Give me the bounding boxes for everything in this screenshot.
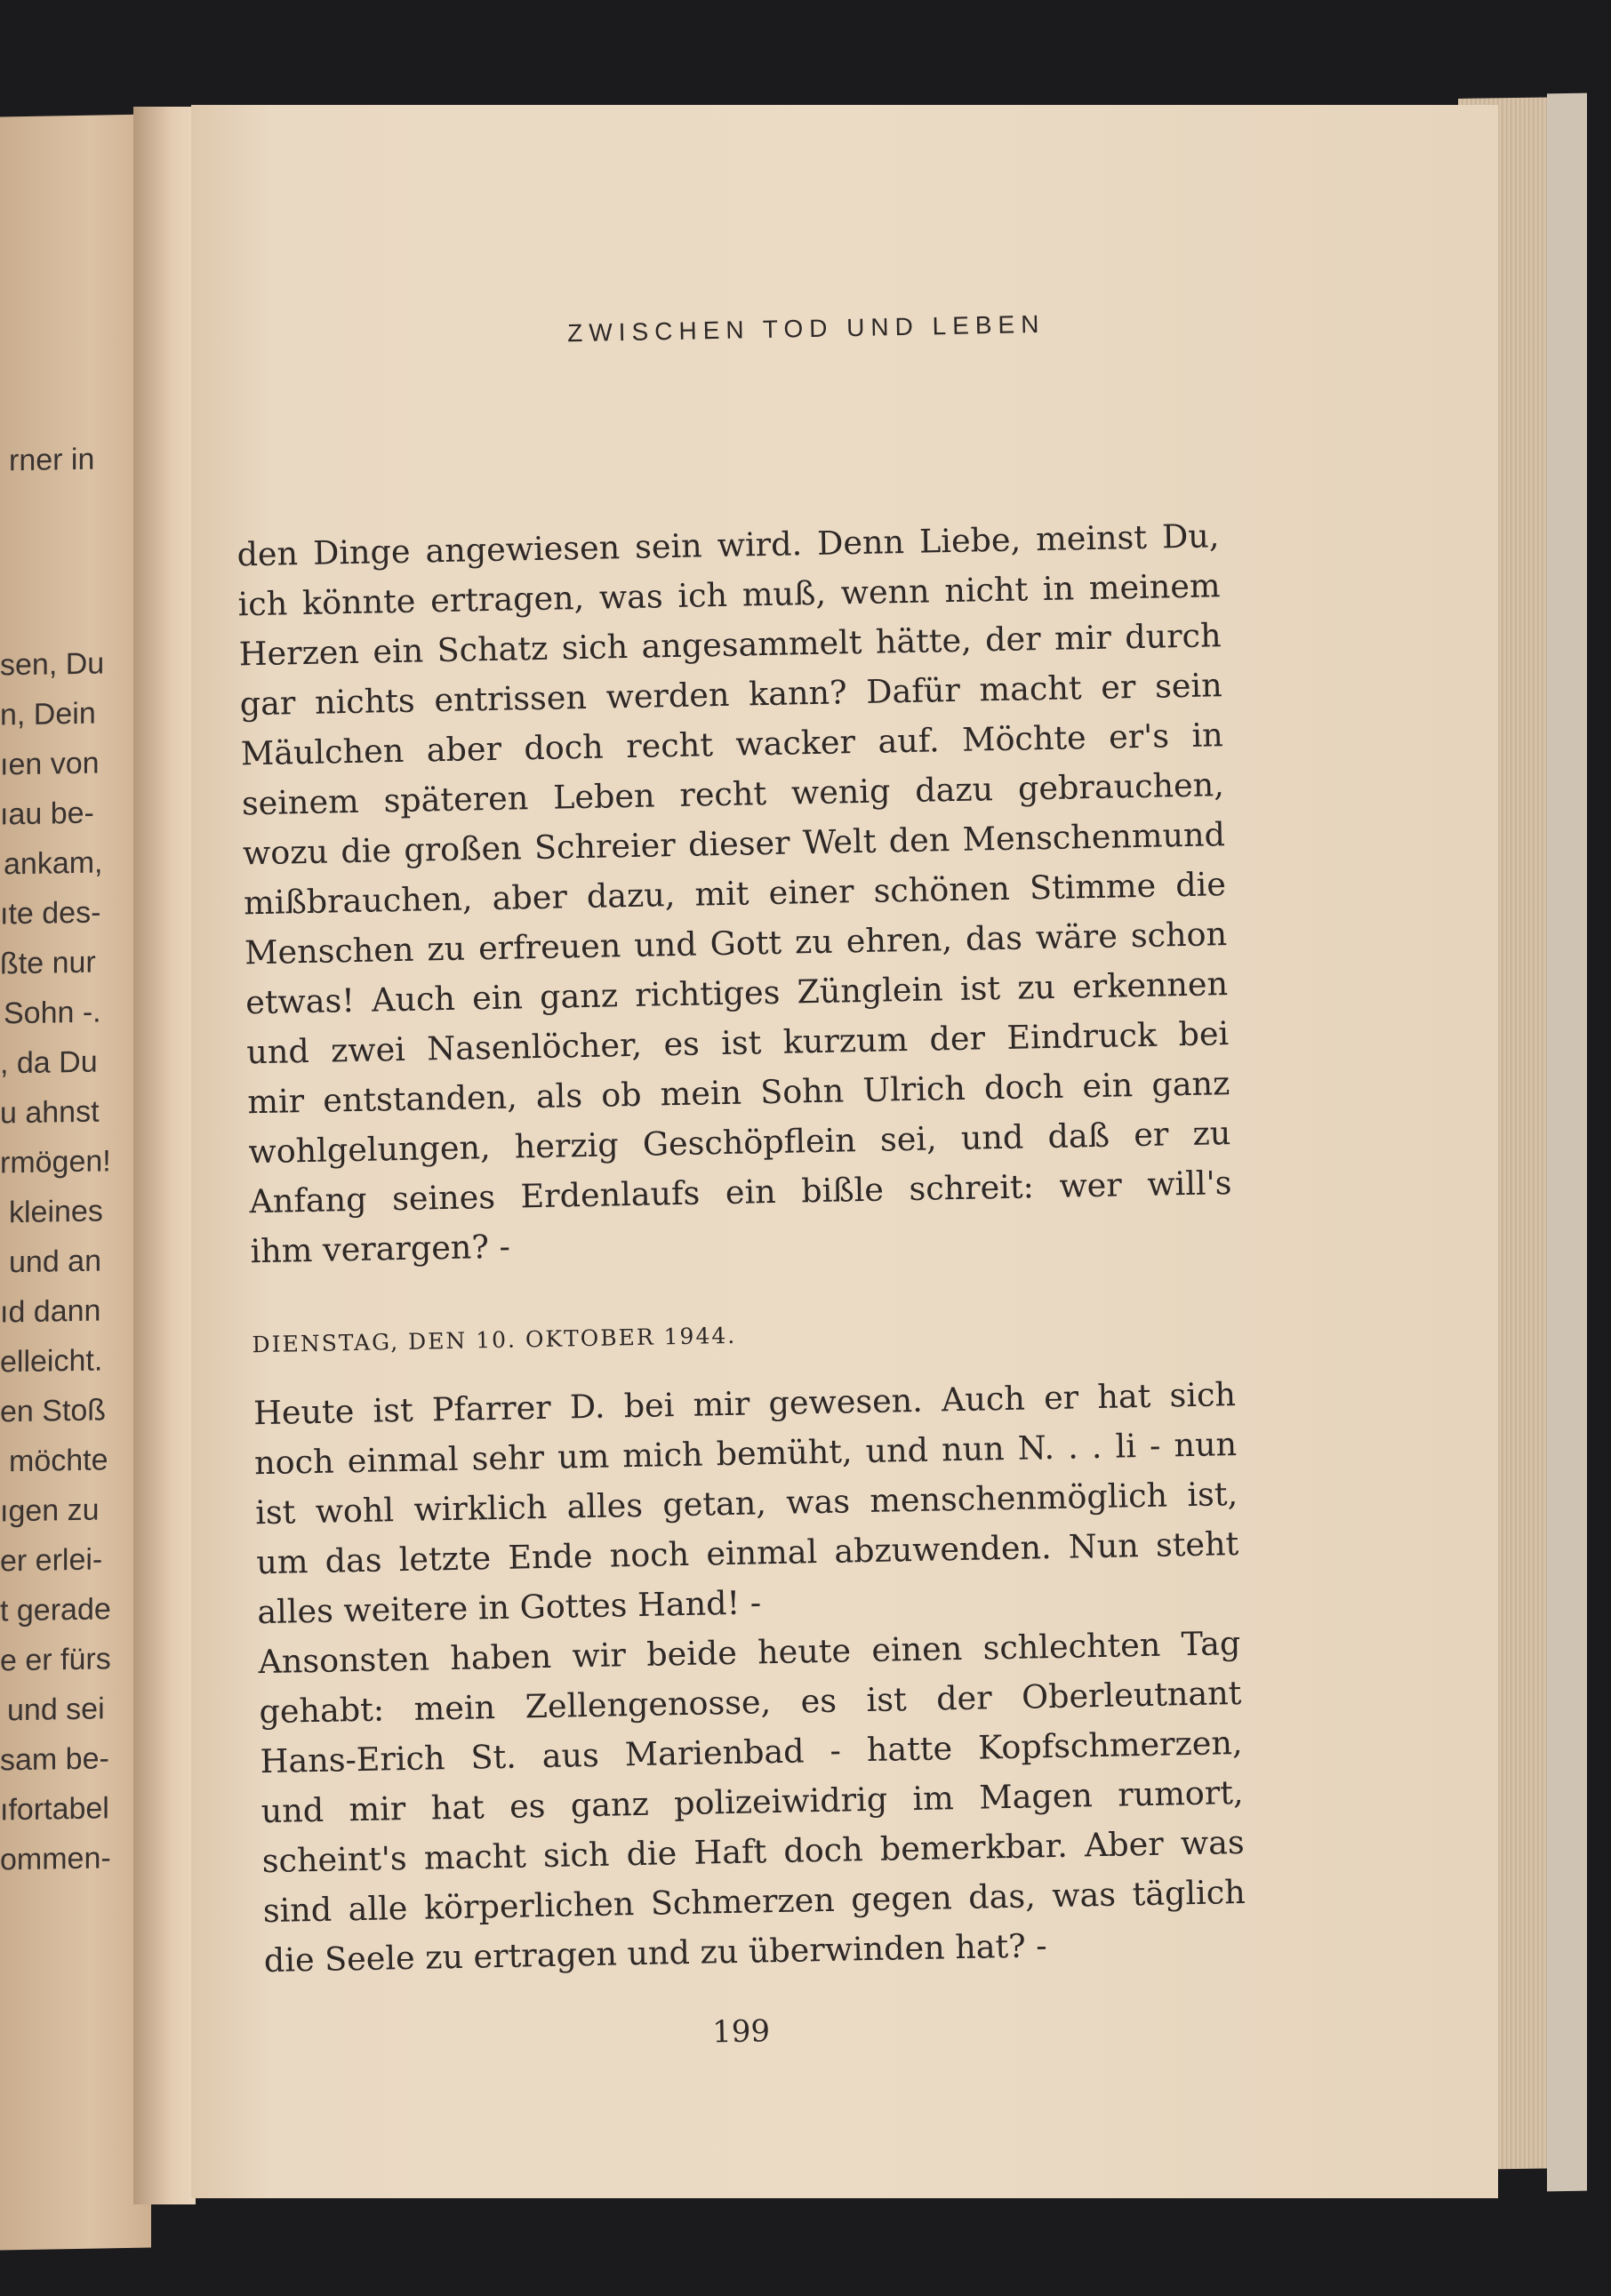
text-line: Ansonsten haben wir beide heute einen schlechten Tag: [258, 1623, 1241, 1682]
left-page-fragment: kleines: [9, 1194, 103, 1230]
text-line: und zwei Nasenlöcher, es ist kurzum der Eindruck bei: [245, 1014, 1230, 1072]
left-page-fragment: sen, Du: [0, 646, 105, 683]
text-line: gehabt: mein Zellengenosse, es ist der Oberleutnant: [259, 1673, 1242, 1732]
left-page-fragment: ommen-: [0, 1841, 111, 1877]
left-page-fragment: ıgen zu: [0, 1492, 100, 1529]
left-page-fragment: und an: [9, 1244, 101, 1280]
text-line: den Dinge angewiesen sein wird. Denn Liebe, meinst Du,: [236, 516, 1220, 574]
text-line: gar nichts entrissen werden kann? Dafür macht er sein: [239, 666, 1223, 724]
text-line: mir entstanden, als ob mein Sohn Ulrich doch ein ganz: [246, 1064, 1230, 1122]
page-content: [171, 91, 1518, 2209]
text-line: mißbrauchen, aber dazu, mit einer schönen Stimme die: [243, 865, 1227, 923]
left-page-fragment: ßte nur: [0, 945, 96, 981]
right-page: [191, 105, 1498, 2198]
left-page-fragment: ıd dann: [0, 1293, 101, 1330]
left-page-fragment: ıte des-: [0, 895, 101, 932]
text-line: Heute ist Pfarrer D. bei mir gewesen. Auch er hat sich: [252, 1375, 1237, 1433]
text-line: seinem späteren Leben recht wenig dazu gebrauchen,: [241, 765, 1225, 823]
left-page-fragment: en Stoß: [0, 1393, 107, 1429]
left-page-fragment: Sohn -.: [4, 995, 101, 1031]
text-line: ihm verargen? -: [250, 1227, 511, 1271]
left-page-fragment: möchte: [9, 1443, 108, 1479]
text-line: Anfang seines Erdenlaufs ein bißle schreit: wer will's: [249, 1164, 1232, 1221]
text-line: etwas! Auch ein ganz richtiges Zünglein ist zu erkennen: [244, 964, 1229, 1022]
text-line: die Seele zu ertragen und zu überwinden hat? -: [263, 1926, 1048, 1980]
left-page-fragment: ıfortabel: [0, 1791, 109, 1828]
left-page-fragment: sam be-: [0, 1741, 109, 1778]
left-page-fragment: ankam,: [4, 845, 103, 882]
book-cover-edge: [1547, 93, 1587, 2192]
text-line: Hans-Erich St. aus Marienbad - hatte Kopfschmerzen,: [260, 1723, 1243, 1781]
left-page-fragment: ıen von: [0, 746, 100, 782]
text-line: scheint's macht sich die Haft doch bemerkbar. Aber was: [261, 1822, 1246, 1881]
text-line: alles weitere in Gottes Hand! -: [257, 1583, 762, 1632]
left-page-fragment: e er fürs: [0, 1642, 111, 1678]
text-line: Mäulchen aber doch recht wacker auf. Möchte er's in: [240, 716, 1224, 773]
page-number: 199: [711, 2013, 771, 2051]
left-page-fragment: u ahnst: [0, 1094, 100, 1131]
left-page-fragment: und sei: [7, 1692, 105, 1728]
left-page-fragment: t gerade: [0, 1592, 111, 1628]
text-line: ist wohl wirklich alles getan, was menschenmöglich ist,: [254, 1474, 1238, 1532]
left-page-fragment: ıau be-: [0, 796, 94, 832]
text-line: ich könnte ertragen, was ich muß, wenn nicht in meinem: [237, 566, 1221, 624]
running-head: ZWISCHEN TOD UND LEBEN: [566, 309, 1046, 348]
text-line: sind alle körperlichen Schmerzen gegen das, was täglich: [262, 1872, 1246, 1931]
left-page-fragment: , da Du: [0, 1044, 98, 1081]
left-page: [0, 115, 151, 2251]
text-line: und mir hat es ganz polizeiwidrig im Magen rumort,: [260, 1772, 1244, 1831]
date-heading: DIENSTAG, DEN 10. OKTOBER 1944.: [252, 1322, 737, 1358]
left-page-fragment: rmögen!: [0, 1144, 111, 1180]
text-line: Menschen zu erfreuen und Gott zu ehren, das wäre schon: [244, 915, 1228, 972]
text-line: noch einmal sehr um mich bemüht, und nun N. . . li - nun: [253, 1425, 1238, 1483]
left-page-fragment: n, Dein: [0, 696, 96, 732]
left-page-fragment: rner in: [9, 442, 95, 478]
text-line: Herzen ein Schatz sich angesammelt hätte, der mir durch: [238, 616, 1222, 674]
text-line: wozu die großen Schreier dieser Welt den Menschenmund: [242, 815, 1226, 873]
text-line: wohlgelungen, herzig Geschöpflein sei, und daß er zu: [248, 1114, 1231, 1172]
left-page-fragment: er erlei-: [0, 1542, 103, 1579]
left-page-fragment: elleicht.: [0, 1343, 103, 1380]
text-line: um das letzte Ende noch einmal abzuwenden. Nun steht: [255, 1524, 1239, 1582]
